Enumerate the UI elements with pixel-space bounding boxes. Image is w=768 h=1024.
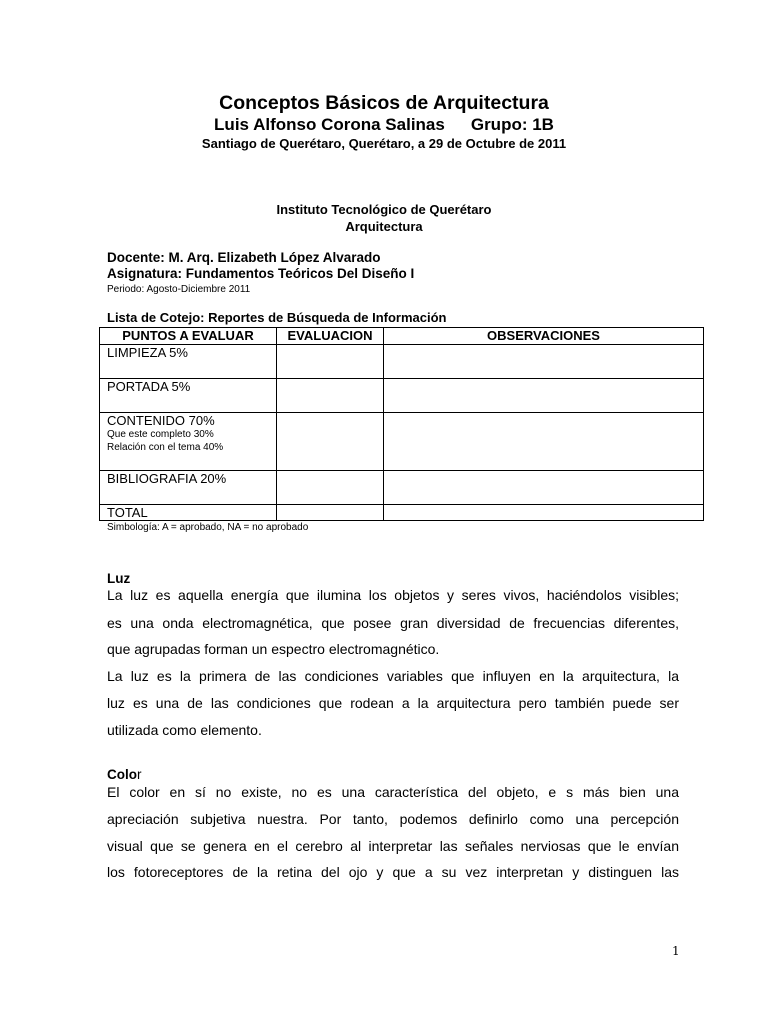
checklist-table (99, 327, 704, 521)
evaluation-cell (277, 413, 384, 471)
column-header: PUNTOS A EVALUAR (100, 328, 277, 345)
table-row (100, 345, 704, 379)
criterion-label: TOTAL (107, 505, 148, 520)
criterion-label: LIMPIEZA 5% (107, 345, 188, 360)
checklist-title: Lista de Cotejo: Reportes de Búsqueda de Información (107, 310, 447, 325)
place-date: Santiago de Querétaro, Querétaro, a 29 de Octubre de 2011 (201, 136, 567, 151)
paragraph-line: utilizada como elemento. (107, 722, 262, 738)
observations-cell (384, 413, 704, 471)
evaluation-cell (277, 345, 384, 379)
criterion-label: BIBLIOGRAFIA 20% (107, 471, 227, 486)
table-row (100, 413, 704, 471)
heading-bold-part: Colo (107, 767, 137, 782)
program-name: Arquitectura (345, 219, 423, 234)
paragraph-line: apreciación subjetiva nuestra. Por tanto, podemos definirlo como una percepción (107, 811, 679, 827)
section-heading-luz: Luz (107, 571, 131, 586)
document-title: Conceptos Básicos de Arquitectura (219, 92, 549, 114)
author-line (0, 115, 768, 135)
criterion-cell (100, 379, 277, 413)
table-row (100, 471, 704, 505)
table-row (100, 505, 704, 521)
observations-cell (384, 471, 704, 505)
evaluation-cell (277, 471, 384, 505)
criterion-cell (100, 505, 277, 521)
paragraph-line: La luz es la primera de las condiciones variables que influyen en la arquitectura, la (107, 668, 679, 684)
criterion-label: PORTADA 5% (107, 379, 191, 394)
docente-line: Docente: M. Arq. Elizabeth López Alvarado (107, 250, 381, 265)
page-number: 1 (672, 944, 680, 958)
paragraph-line: es una onda electromagnética, que posee gran diversidad de frecuencias diferentes, (107, 615, 679, 631)
observations-cell (384, 505, 704, 521)
criterion-cell (100, 471, 277, 505)
criterion-subitem: Que este completo 30% (107, 429, 214, 440)
table-header-row (100, 328, 704, 345)
legend-note: Simbología: A = aprobado, NA = no aprobado (107, 522, 309, 533)
column-header: EVALUACION (277, 328, 384, 345)
observations-cell (384, 379, 704, 413)
paragraph-line: visual que se genera en el cerebro al interpretar las señales nerviosas que le envían (107, 838, 679, 854)
paragraph-line: El color en sí no existe, no es una característica del objeto, e s más bien una (107, 784, 679, 800)
asignatura-line: Asignatura: Fundamentos Teóricos Del Diseño I (107, 266, 415, 281)
paragraph-line: que agrupadas forman un espectro electromagnético. (107, 641, 440, 657)
periodo-line: Periodo: Agosto-Diciembre 2011 (107, 284, 251, 295)
paragraph-line: los fotoreceptores de la retina del ojo y que a su vez interpretan y distinguen las (107, 864, 679, 880)
heading-normal-part: r (137, 767, 142, 782)
paragraph-line: luz es una de las condiciones que rodean a la arquitectura pero también puede ser (107, 695, 679, 711)
criterion-label: CONTENIDO 70% (107, 413, 215, 428)
group-label: Grupo: 1B (470, 115, 554, 134)
section-heading-color (107, 767, 142, 782)
author-name: Luis Alfonso Corona Salinas (214, 115, 445, 134)
criterion-cell (100, 345, 277, 379)
evaluation-cell (277, 379, 384, 413)
table-row (100, 379, 704, 413)
observations-cell (384, 345, 704, 379)
criterion-subitem: Relación con el tema 40% (107, 442, 224, 453)
paragraph-line: La luz es aquella energía que ilumina los objetos y seres vivos, haciéndolos visibles; (107, 587, 679, 603)
evaluation-cell (277, 505, 384, 521)
criterion-cell (100, 413, 277, 471)
institute-name: Instituto Tecnológico de Querétaro (276, 202, 492, 217)
column-header: OBSERVACIONES (384, 328, 704, 345)
